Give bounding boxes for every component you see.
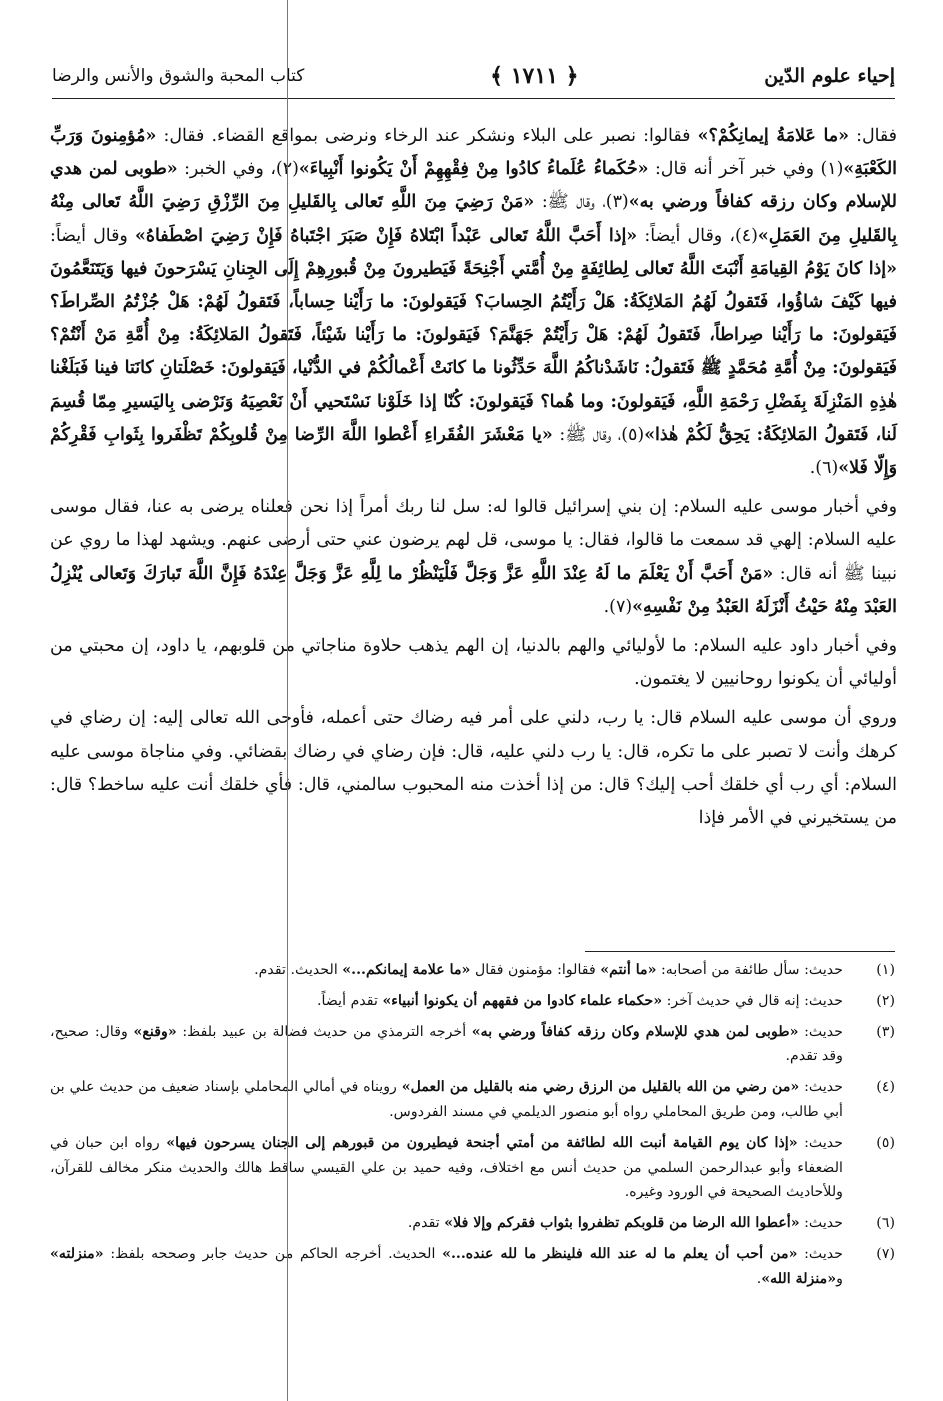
footnote-number: (١) bbox=[876, 962, 895, 978]
text-run: رويناه في أمالي المحاملي بإسناد ضعيف من حديث علي بن أبي طالب، ومن طريق المحاملي رواه أبو منصور الديلمي في مسند الفردوس. bbox=[50, 1079, 843, 1120]
footnote-text bbox=[50, 958, 843, 983]
text-run: (٢)، وفي الخبر: bbox=[177, 159, 299, 180]
quoted-text: «وقنع» bbox=[133, 1023, 177, 1040]
header-rule bbox=[52, 98, 895, 99]
footnote bbox=[50, 1242, 895, 1292]
text-run: تقدم أيضاً. bbox=[317, 992, 383, 1009]
footnote-separator bbox=[585, 951, 895, 952]
text-run: (١) وفي خبر آخر أنه قال: bbox=[648, 159, 844, 180]
paragraph bbox=[50, 491, 897, 624]
text-run: (٣)، وقال ﷺ: bbox=[534, 192, 629, 213]
main-text bbox=[50, 120, 897, 835]
quoted-text: «مَنْ رَضِيَ مِنَ اللَّهِ تَعالى بِالقَليلِ مِنَ الرِّزْقِ رَضِيَ اللَّهُ تَعالى مِنْهُ بِالقَليلِ مِنَ العَمَلِ» bbox=[50, 192, 897, 246]
text-run: (٧). bbox=[603, 596, 633, 617]
quoted-text: «إذا كان يوم القيامة أنبت الله لطائفة من أمتي أجنحة فيطيرون من قبورهم إلى الجنان يسرحون فيها» bbox=[166, 1134, 798, 1151]
text-run: فقالوا: مؤمنون فقال bbox=[470, 962, 601, 978]
text-run: حديث: bbox=[798, 1023, 843, 1040]
text-run: (٥)، وقال ﷺ: bbox=[552, 424, 645, 445]
paragraph bbox=[50, 630, 897, 696]
quoted-text: «إذا أَحَبَّ اللَّهُ تَعالى عَبْداً ابْتَلاهُ فَإِنْ صَبَرَ اجْتَباهُ فَإِنْ رَضِيَ اصْطَفاهُ» bbox=[135, 225, 638, 246]
quoted-text: «يا مَعْشَرَ الفُقَراءِ أَعْطوا اللَّهَ الرِّضا مِنْ قُلوبِكُمْ تَظْفَروا بِثَوابِ فَقْرِكُمْ وَإِلّا فَلا» bbox=[50, 424, 897, 479]
footnote-text bbox=[50, 1020, 843, 1070]
quoted-text: «من أحب أن يعلم ما له عند الله فلينظر ما لله عنده...» bbox=[442, 1245, 798, 1262]
footnote bbox=[50, 1075, 895, 1125]
paragraph bbox=[50, 120, 897, 485]
text-run: وقال: صحيح، وقد تقدم. bbox=[50, 1023, 843, 1065]
quoted-text: «حُكَماءُ عُلَماءُ كادُوا مِنْ فِقْهِهِمْ أَنْ يَكُونوا أَنْبِياءَ» bbox=[298, 159, 649, 180]
text-run: (٦). bbox=[809, 458, 839, 479]
quoted-text: «ما عَلامَةُ إيمانِكُمْ؟» bbox=[697, 126, 849, 146]
text-run: حديث: bbox=[799, 1215, 843, 1232]
quoted-text: «منزلة الله» bbox=[761, 1270, 837, 1287]
footnote-text bbox=[50, 989, 843, 1014]
quoted-text: «طوبى لمن هدي للإسلام وكان رزقه كفافاً ورضي به» bbox=[50, 159, 897, 213]
quoted-text: «حكماء علماء كادوا من فقههم أن يكونوا أنبياء» bbox=[382, 992, 663, 1009]
footnote-text bbox=[50, 1242, 843, 1292]
text-run: حديث: سأل طائفة من أصحابه: bbox=[656, 962, 843, 978]
text-run: وفي أخبار موسى عليه السلام: إن بني إسرائيل قالوا له: سل لنا ربك أمراً إذا نحن فعلناه يرضى به عنا، فقال موسى عليه السلام: إلهي قد سمعت ما قالوا، فقال: يا موسى، قل لهم يرضون عني حتى أرضى عنهم. ويشهد لهذا ما روي عن نبينا ﷺ أنه قال: bbox=[50, 497, 897, 584]
text-run: فقالوا: نصبر على البلاء ونشكر عند الرخاء ونرضى بمواقع القضاء. فقال: bbox=[156, 126, 698, 146]
footnote-number: (٤) bbox=[876, 1079, 895, 1096]
text-run: رواه ابن حبان في الضعفاء وأبو عبدالرحمن السلمي من حديث أنس مع اختلاف، وفيه حميد بن علي القيسي ساقط هالك والحديث منكر مخالف للقرآن، وللأحاديث الصحيحة في الورود وغيره. bbox=[50, 1134, 843, 1201]
text-run: وقال أيضاً: bbox=[50, 225, 135, 246]
page-number: ﴿ ١٧١١ ﴾ bbox=[490, 63, 579, 89]
quoted-text: «منزلته» bbox=[50, 1245, 104, 1262]
footnote-text bbox=[50, 1075, 843, 1125]
text-run: حديث: bbox=[797, 1134, 843, 1151]
page-header bbox=[52, 56, 895, 96]
book-title: إحياء علوم الدّين bbox=[764, 65, 895, 87]
text-run: حديث: bbox=[797, 1245, 844, 1262]
footnote-number: (٢) bbox=[876, 992, 895, 1009]
text-run: حديث: bbox=[799, 1079, 843, 1096]
footnote-text bbox=[50, 1131, 843, 1205]
text-run: حديث: إنه قال في حديث آخر: bbox=[662, 992, 843, 1009]
text-run: الحديث. أخرجه الحاكم من حديث جابر وصححه بلفظ: bbox=[103, 1245, 443, 1262]
text-run: . bbox=[756, 1270, 762, 1287]
quoted-text: «إذا كانَ يَوْمُ القِيامَةِ أَنْبَتَ اللَّهُ تَعالى لِطائِفَةٍ مِنْ أُمَّتي أَجْنِحَةً فَيَطيرونَ مِنْ قُبورِهِمْ إِلَى الجِنانِ يَسْرَحونَ فيها وَيَتَنَعَّمُونَ فيها كَيْفَ شاؤُوا، فَتَقولُ لَهُمُ المَلائِكَةُ: هَلْ رَأَيْتُمُ الحِسابَ؟ فَيَقولونَ: ما رَأَيْنا حِساباً، فَتَقولُ لَهُمْ: هَلْ جُزْتُمُ الصِّراطَ؟ فَيَقولونَ: ما رَأَيْنا صِراطاً، فَتَقولُ لَهُمْ: هَلْ رَأَيْتُمْ جَهَنَّمَ؟ فَيَقولونَ: ما رَأَيْنا شَيْئاً، فَتَقولُ المَلائِكَةُ: مِنْ أُمَّةِ مَنْ أَنْتُمْ؟ فَيَقولونَ: مِنْ أُمَّةِ مُحَمَّدٍ ﷺ فَتَقولُ: نَاشَدْناكُمُ اللَّهَ حَدِّثُونا ما كانَتْ أَعْمالُكُمْ في الدُّنْيا، فَيَقولونَ: خَصْلَتانِ كانَتا فينا فَبَلَغْنا هٰذِهِ المَنْزِلَةَ بِفَضْلِ رَحْمَةِ اللَّهِ، فَيَقولونَ: وما هُما؟ فَيَقولونَ: كُنّا إذا خَلَوْنا نَسْتَحيي أَنْ نَعْصِيَهُ وَنَرْضى بِاليَسيرِ مِمّا قُسِمَ لَنا، فَتَقولُ المَلائِكَةُ: يَحِقُّ لَكُمْ هٰذا» bbox=[50, 258, 897, 445]
chapter-title: كتاب المحبة والشوق والأنس والرضا bbox=[52, 66, 305, 86]
footnote-text bbox=[50, 1211, 843, 1236]
footnote bbox=[50, 958, 895, 983]
quoted-text: «مَنْ أَحَبَّ أَنْ يَعْلَمَ ما لَهُ عِنْدَ اللَّهِ عَزَّ وَجَلَّ فَلْيَنْظُرْ ما لِلَّهِ عَزَّ وَجَلَّ عِنْدَهُ فَإِنَّ اللَّهَ تَبارَكَ وَتَعالى يُنْزِلُ العَبْدَ مِنْهُ حَيْثُ أَنْزَلَهُ العَبْدُ مِنْ نَفْسِهِ» bbox=[50, 563, 897, 617]
footnote bbox=[50, 1020, 895, 1070]
footnote-number: (٣) bbox=[876, 1023, 895, 1040]
text-run: الحديث. تقدم. bbox=[254, 962, 343, 978]
text-run: وروي أن موسى عليه السلام قال: يا رب، دلني على أمر فيه رضاك حتى أعمله، فأوحى الله تعالى إليه: إن رضاي في كرهك وأنت لا تصبر على ما تكره، قال: يا رب دلني عليه، قال: فإن رضاي في رضاك بقضائي. وفي مناجاة موسى عليه السلام: أي رب أي خلقك أحب إليك؟ قال: من إذا أخذت منه المحبوب سالمني، قال: فأي خلقك أنت عليه ساخط؟ قال: من يستخيرني في الأمر فإذا bbox=[50, 708, 897, 829]
text-run: (٤)، وقال أيضاً: bbox=[637, 225, 758, 246]
text-run: فقال: bbox=[848, 126, 897, 146]
footnote bbox=[50, 1131, 895, 1205]
quoted-text: «ما علامة إيمانكم...» bbox=[342, 962, 471, 978]
text-run: و bbox=[836, 1270, 843, 1287]
text-run: وفي أخبار داود عليه السلام: ما لأوليائي والهم بالدنيا، إن الهم يذهب حلاوة مناجاتي من قلوبهم، يا داود، إن محبتي من أوليائي أن يكونوا روحانيين لا يغتمون. bbox=[50, 636, 897, 690]
quoted-text: «طوبى لمن هدي للإسلام وكان رزقه كفافاً ورضي به» bbox=[471, 1023, 799, 1040]
footnote-number: (٧) bbox=[876, 1245, 895, 1262]
footnote-number: (٦) bbox=[876, 1215, 895, 1232]
footnotes bbox=[50, 958, 895, 1298]
paragraph bbox=[50, 702, 897, 835]
footnote bbox=[50, 1211, 895, 1236]
scan-fold-line bbox=[287, 0, 288, 1401]
quoted-text: «ما أنتم» bbox=[600, 962, 657, 978]
quoted-text: «من رضي من الله بالقليل من الرزق رضي منه بالقليل من العمل» bbox=[401, 1079, 800, 1096]
footnote bbox=[50, 989, 895, 1014]
footnote-number: (٥) bbox=[876, 1134, 895, 1151]
quoted-text: «مُؤمِنونَ وَرَبِّ الكَعْبَةِ» bbox=[50, 126, 897, 180]
text-run: تقدم. bbox=[407, 1215, 445, 1232]
text-run: أخرجه الترمذي من حديث فضالة بن عبيد بلفظ: bbox=[176, 1023, 472, 1040]
quoted-text: «أعطوا الله الرضا من قلوبكم تظفروا بثواب فقركم وإلا فلا» bbox=[444, 1215, 800, 1232]
